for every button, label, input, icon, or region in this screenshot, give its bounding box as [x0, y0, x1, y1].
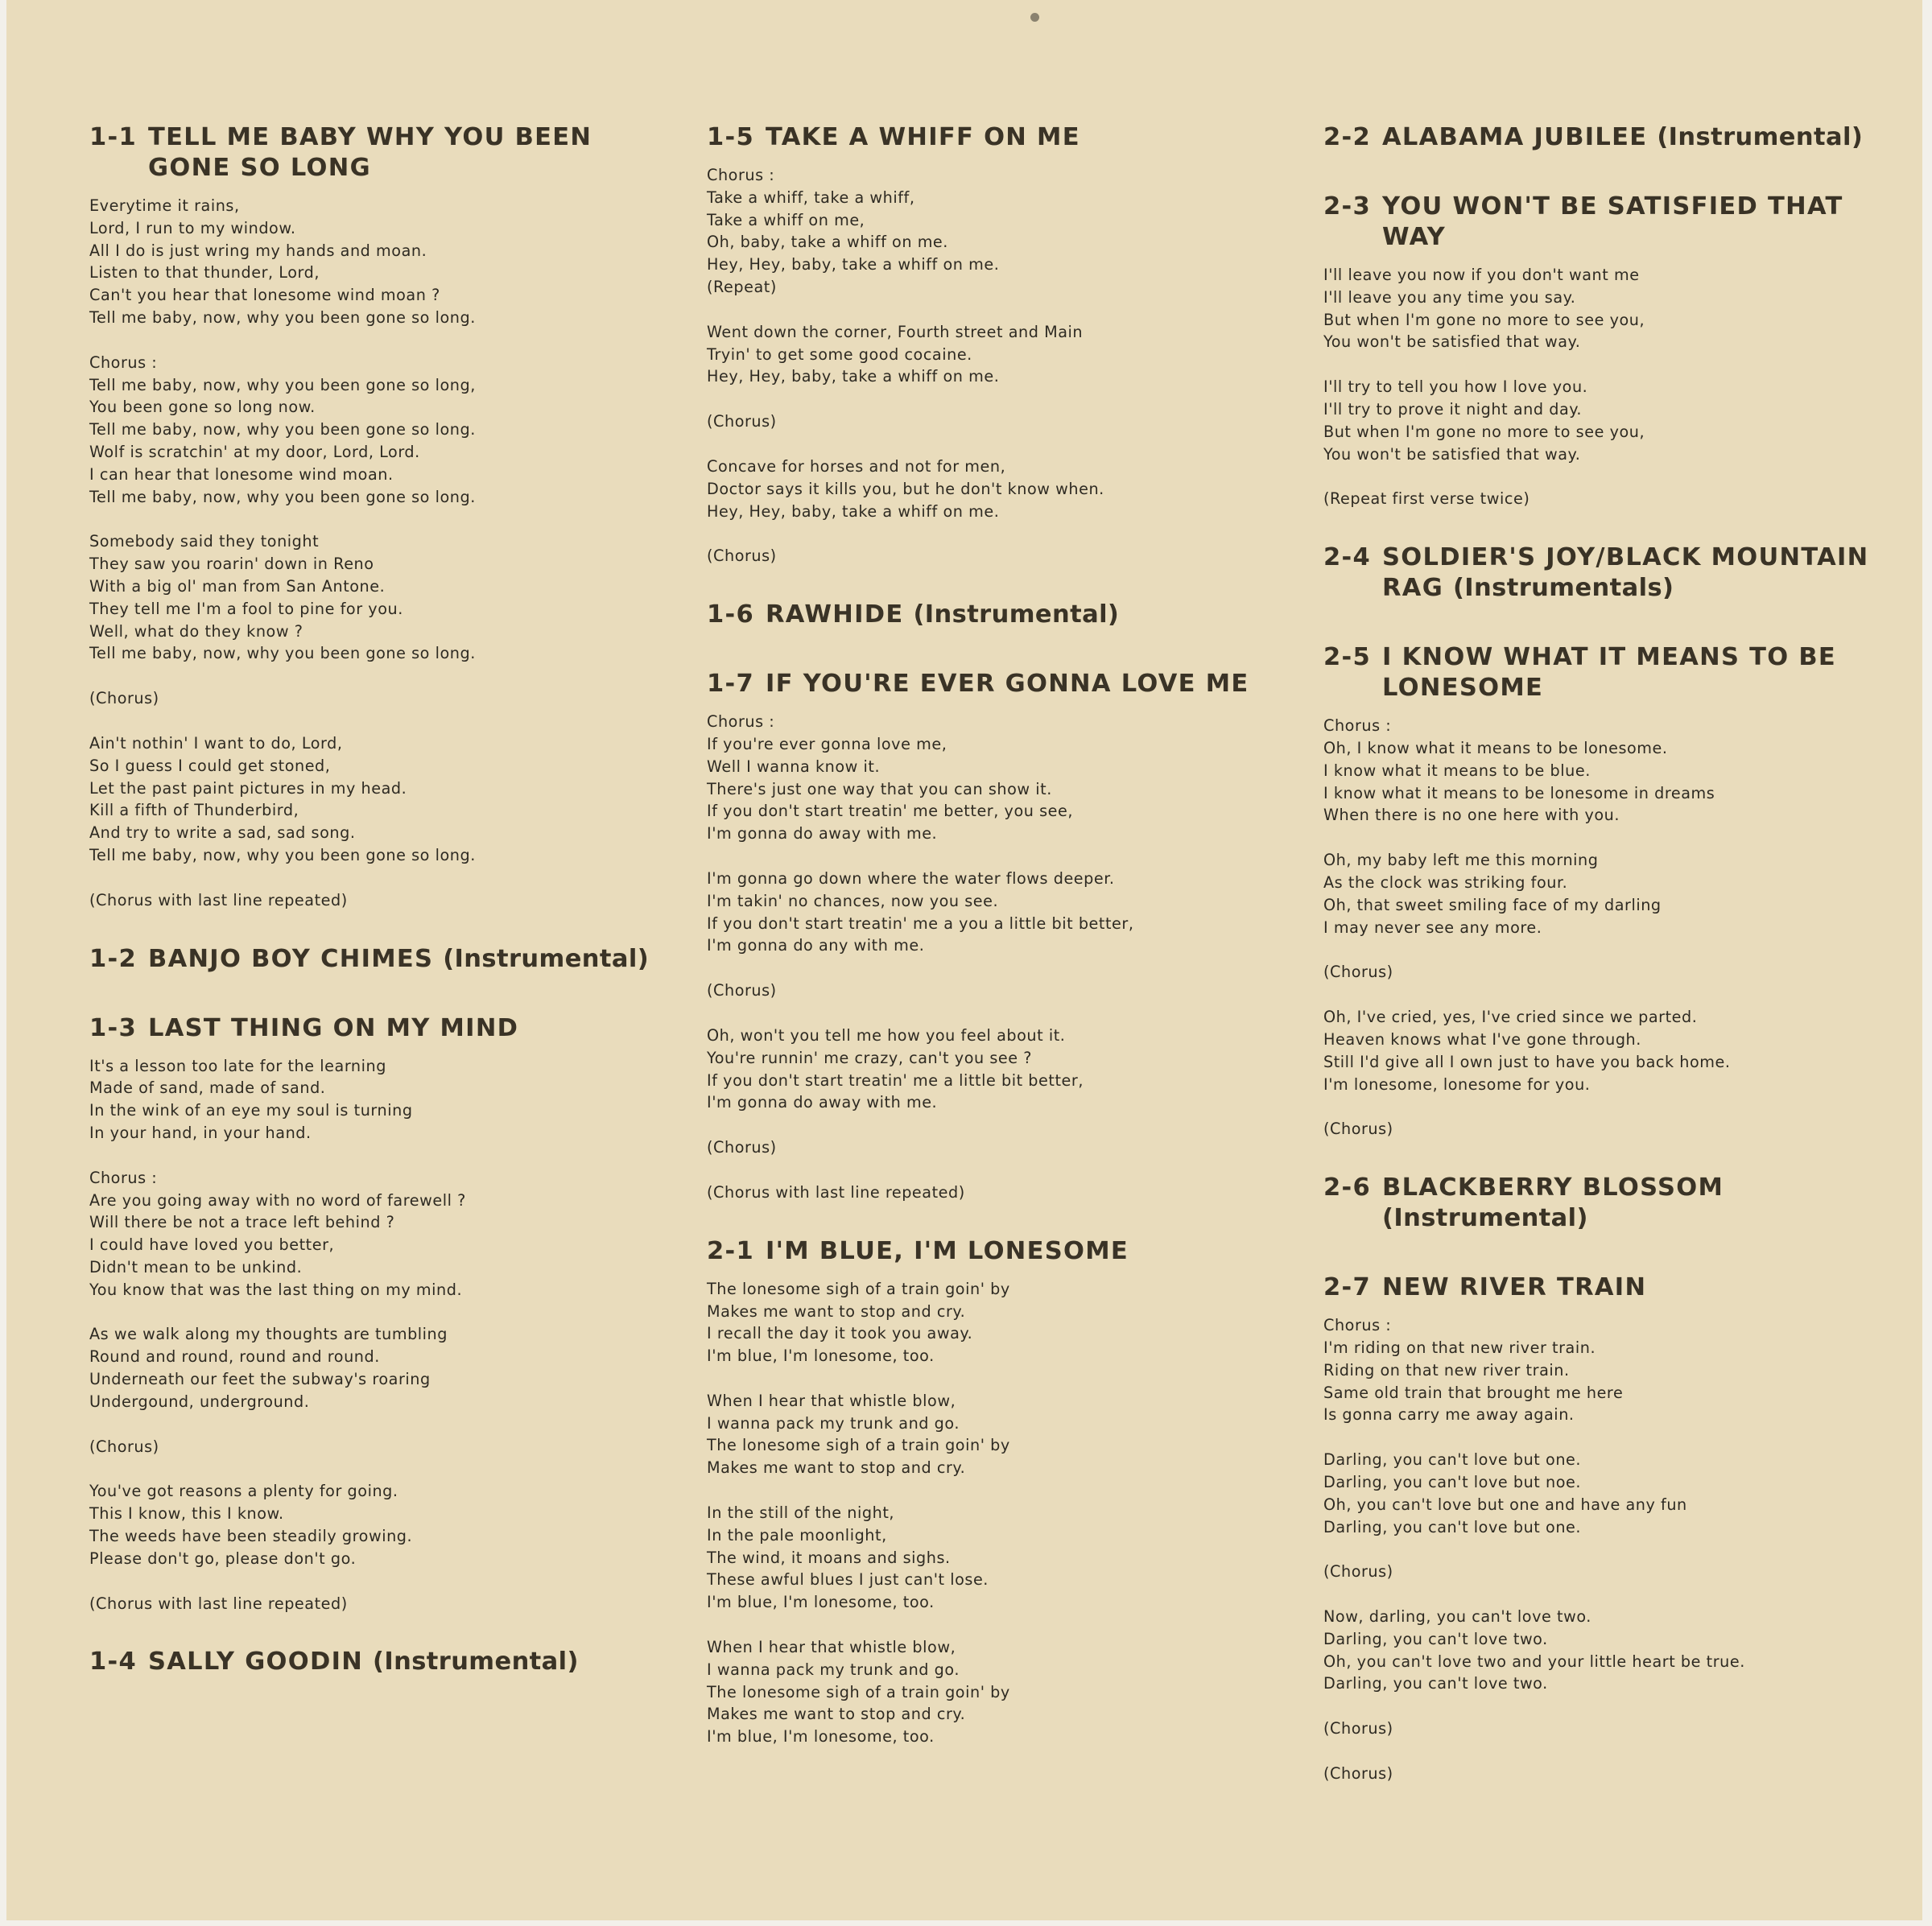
song-title	[707, 122, 1286, 153]
song-block	[707, 669, 1286, 1204]
lyric-stanza	[89, 1593, 669, 1615]
track-number: 1-5	[707, 123, 755, 151]
song-block	[89, 1013, 669, 1615]
lyric-line: As the clock was striking four.	[1323, 872, 1568, 892]
lyric-line: In the pale moonlight,	[707, 1525, 887, 1545]
lyric-line: I'll try to tell you how I love you.	[1323, 377, 1588, 397]
lyric-line: In the still of the night,	[707, 1503, 895, 1523]
lyric-stanza	[1323, 1718, 1903, 1740]
lyric-line: You won't be satisfied that way.	[1323, 332, 1581, 352]
lyric-line: You been gone so long now.	[89, 398, 316, 417]
lyric-line: Tell me baby, now, why you been gone so long.	[89, 420, 476, 439]
lyric-line: Hey, Hey, baby, take a whiff on me.	[707, 501, 1000, 521]
song-title	[89, 1013, 669, 1044]
lyric-line: I'm lonesome, lonesome for you.	[1323, 1074, 1591, 1094]
lyric-stanza	[707, 979, 1286, 1002]
lyric-line: As we walk along my thoughts are tumbling	[89, 1325, 448, 1344]
song-block	[89, 122, 669, 912]
song-title	[707, 600, 1286, 630]
track-number: 1-3	[89, 1013, 138, 1042]
lyric-line: I'm blue, I'm lonesome, too.	[707, 1347, 935, 1366]
lyric-stanza	[1323, 1606, 1903, 1695]
lyric-stanza	[707, 1136, 1286, 1159]
lyric-line: Let the past paint pictures in my head.	[89, 778, 407, 798]
lyric-line: But when I'm gone no more to see you,	[1323, 422, 1645, 441]
song-title	[707, 1236, 1286, 1267]
track-number: 2-1	[707, 1236, 755, 1265]
lyric-stanza	[1323, 961, 1903, 984]
lyric-stanza	[1323, 1449, 1903, 1538]
song-block	[1323, 542, 1903, 604]
lyric-line: Went down the corner, Fourth street and Main	[707, 322, 1084, 341]
lyric-line: I'm gonna do away with me.	[707, 824, 938, 843]
instrumental-note: (Instrumentals)	[1452, 574, 1674, 603]
lyric-line: Chorus :	[1323, 1316, 1392, 1335]
track-number: 1-2	[89, 944, 138, 973]
lyric-line: Tell me baby, now, why you been gone so long,	[89, 375, 476, 394]
lyric-stanza	[707, 1182, 1286, 1204]
lyric-line: I wanna pack my trunk and go.	[707, 1413, 960, 1433]
lyric-line: There's just one way that you can show it.	[707, 779, 1052, 798]
track-name: I KNOW WHAT IT MEANS TO BE LONESOME	[1382, 643, 1837, 703]
track-name-wrapper	[1382, 1173, 1903, 1234]
song-title	[1323, 642, 1903, 703]
track-name-wrapper	[148, 1013, 669, 1044]
lyric-line: Can't you hear that lonesome wind moan ?	[89, 286, 440, 305]
lyric-stanza	[1323, 1118, 1903, 1140]
lyric-line: Oh, you can't love two and your little heart be true.	[1323, 1652, 1745, 1671]
track-name-wrapper	[766, 600, 1286, 630]
song-title	[1323, 542, 1903, 604]
song-title	[89, 1647, 669, 1677]
track-number: 2-6	[1323, 1173, 1372, 1202]
lyric-line: (Chorus)	[707, 546, 777, 566]
song-title	[89, 944, 669, 975]
lyric-stanza	[1323, 715, 1903, 827]
lyric-stanza	[707, 711, 1286, 845]
lyric-line: Still I'd give all I own just to have you back home.	[1323, 1052, 1731, 1071]
lyric-stanza	[1323, 1763, 1903, 1785]
lyric-line: Take a whiff on me,	[707, 210, 865, 229]
lyric-stanza	[89, 1480, 669, 1569]
track-name: SOLDIER'S JOY/BLACK MOUNTAIN RAG	[1382, 543, 1869, 603]
lyric-line: Round and round, round and round.	[89, 1347, 380, 1367]
lyric-line: Doctor says it kills you, but he don't know when.	[707, 479, 1104, 498]
track-name: TAKE A WHIFF ON ME	[766, 123, 1080, 151]
lyric-line: Chorus :	[707, 166, 775, 184]
lyric-line: I could have loved you better,	[89, 1235, 335, 1255]
lyric-line: Is gonna carry me away again.	[1323, 1405, 1575, 1425]
lyric-line: Somebody said they tonight	[89, 532, 320, 551]
song-block	[707, 122, 1286, 567]
lyric-line: Will there be not a trace left behind ?	[89, 1213, 395, 1232]
lyric-line: You won't be satisfied that way.	[1323, 444, 1581, 464]
lyric-line: Makes me want to stop and cry.	[707, 1458, 966, 1478]
lyric-line: (Chorus)	[89, 1437, 159, 1456]
lyric-line: I'm blue, I'm lonesome, too.	[707, 1593, 935, 1612]
lyric-line: Darling, you can't love but one.	[1323, 1450, 1582, 1470]
lyric-line: Everytime it rains,	[89, 196, 240, 215]
lyric-line: The lonesome sigh of a train goin' by	[707, 1279, 1010, 1298]
track-name-wrapper	[766, 1236, 1286, 1267]
song-title	[1323, 122, 1903, 153]
lyric-line: Listen to that thunder, Lord,	[89, 263, 320, 283]
lyric-line: Oh, I've cried, yes, I've cried since we parted.	[1323, 1008, 1698, 1027]
lyric-line: If you don't start treatin' me a you a little bit better,	[707, 914, 1134, 933]
lyric-line: When there is no one here with you.	[1323, 806, 1620, 825]
lyric-line: I wanna pack my trunk and go.	[707, 1660, 960, 1679]
lyric-line: Same old train that brought me here	[1323, 1383, 1624, 1402]
lyric-line: (Chorus with last line repeated)	[707, 1182, 965, 1202]
track-name: TELL ME BABY WHY YOU BEEN GONE SO LONG	[148, 123, 592, 182]
lyric-line: (Chorus)	[1323, 1764, 1393, 1784]
track-name: NEW RIVER TRAIN	[1382, 1273, 1647, 1302]
lyric-line: Are you going away with no word of farewell ?	[89, 1190, 466, 1210]
lyric-line: Oh, that sweet smiling face of my darling	[1323, 895, 1662, 914]
lyric-stanza	[707, 868, 1286, 957]
lyric-line: So I guess I could get stoned,	[89, 756, 331, 775]
lyric-line: Tell me baby, now, why you been gone so long.	[89, 644, 476, 663]
paper-speck	[1030, 13, 1039, 22]
lyric-line: In the wink of an eye my soul is turning	[89, 1101, 413, 1120]
lyric-stanza	[1323, 1314, 1903, 1426]
lyric-line: These awful blues I just can't lose.	[707, 1570, 989, 1590]
lyric-line: When I hear that whistle blow,	[707, 1638, 956, 1657]
lyric-line: You're runnin' me crazy, can't you see ?	[707, 1048, 1032, 1067]
lyrics-column-2	[707, 122, 1286, 1780]
lyric-line: I'll leave you now if you don't want me	[1323, 266, 1640, 284]
track-name-wrapper	[1382, 642, 1903, 703]
lyric-line: Didn't mean to be unkind.	[89, 1257, 303, 1276]
lyric-stanza	[89, 1167, 669, 1301]
lyric-line: If you don't start treatin' me a little bit better,	[707, 1070, 1084, 1090]
lyric-stanza	[707, 410, 1286, 433]
song-block	[1323, 642, 1903, 1140]
track-name: LAST THING ON MY MIND	[148, 1013, 519, 1042]
lyric-line: (Chorus)	[1323, 1120, 1393, 1139]
lyric-line: (Chorus)	[1323, 963, 1393, 982]
lyric-line: Wolf is scratchin' at my door, Lord, Lord.	[89, 442, 420, 461]
lyric-line: Oh, you can't love but one and have any fun	[1323, 1495, 1687, 1514]
lyric-line: Darling, you can't love but one.	[1323, 1517, 1582, 1536]
track-name: SALLY GOODIN	[148, 1648, 364, 1676]
lyric-line: Oh, my baby left me this morning	[1323, 851, 1599, 870]
lyric-stanza	[707, 164, 1286, 299]
lyric-line: In your hand, in your hand.	[89, 1123, 312, 1142]
track-number: 2-3	[1323, 192, 1372, 221]
track-number: 2-5	[1323, 643, 1372, 672]
lyric-line: The lonesome sigh of a train goin' by	[707, 1436, 1010, 1455]
lyric-line: Chorus :	[707, 712, 775, 732]
lyric-line: Darling, you can't love but noe.	[1323, 1472, 1582, 1491]
song-block	[1323, 122, 1903, 153]
track-number: 1-4	[89, 1648, 138, 1676]
song-title	[1323, 1173, 1903, 1234]
lyric-line: Well, what do they know ?	[89, 621, 303, 641]
lyric-stanza	[707, 1502, 1286, 1614]
lyric-line: If you don't start treatin' me better, you see,	[707, 802, 1074, 821]
track-name: ALABAMA JUBILEE	[1382, 123, 1648, 151]
lyric-line: Well I wanna know it.	[707, 757, 881, 776]
song-title	[1323, 192, 1903, 253]
lyric-line: The wind, it moans and sighs.	[707, 1548, 951, 1567]
lyric-line: Lord, I run to my window.	[89, 218, 296, 237]
lyric-line: The weeds have been steadily growing.	[89, 1527, 413, 1546]
track-name: IF YOU'RE EVER GONNA LOVE ME	[766, 670, 1249, 699]
lyric-stanza	[707, 1025, 1286, 1114]
lyric-stanza	[1323, 849, 1903, 938]
track-number: 1-7	[707, 670, 755, 699]
lyric-line: I'm blue, I'm lonesome, too.	[707, 1727, 935, 1747]
instrumental-note: (Instrumental)	[1657, 123, 1864, 151]
track-name-wrapper	[148, 122, 669, 184]
lyric-line: Undergound, underground.	[89, 1392, 310, 1411]
lyric-line: Oh, I know what it means to be lonesome.	[1323, 738, 1668, 757]
track-name-wrapper	[1382, 122, 1903, 153]
lyric-line: This I know, this I know.	[89, 1504, 284, 1524]
lyric-line: I may never see any more.	[1323, 918, 1542, 937]
lyric-line: It's a lesson too late for the learning	[89, 1056, 386, 1075]
lyric-line: I'll leave you any time you say.	[1323, 287, 1576, 307]
lyric-line: They saw you roarin' down in Reno	[89, 555, 374, 574]
lyric-line: (Chorus)	[707, 981, 777, 1000]
track-name: RAWHIDE	[766, 600, 904, 629]
lyric-line: Now, darling, you can't love two.	[1323, 1607, 1591, 1627]
lyric-stanza	[1323, 264, 1903, 353]
track-name: BANJO BOY CHIMES	[148, 944, 434, 973]
song-block	[1323, 1272, 1903, 1785]
lyrics-sheet	[6, 0, 1922, 1920]
lyric-stanza	[707, 545, 1286, 567]
lyric-stanza	[89, 195, 669, 329]
lyric-line: And try to write a sad, sad song.	[89, 823, 356, 843]
song-title	[707, 669, 1286, 699]
lyric-stanza	[89, 1323, 669, 1413]
lyric-line: I'm takin' no chances, now you see.	[707, 891, 999, 910]
track-number: 1-1	[89, 123, 138, 151]
lyric-stanza	[89, 889, 669, 912]
track-name-wrapper	[766, 669, 1286, 699]
lyric-line: I'm riding on that new river train.	[1323, 1338, 1596, 1357]
track-number: 2-7	[1323, 1273, 1372, 1302]
track-name: YOU WON'T BE SATISFIED THAT WAY	[1382, 192, 1843, 251]
lyric-stanza	[1323, 488, 1903, 510]
lyric-line: When I hear that whistle blow,	[707, 1391, 956, 1410]
lyric-line: (Chorus with last line repeated)	[89, 890, 348, 909]
lyric-line: You've got reasons a plenty for going.	[89, 1482, 398, 1501]
track-name: BLACKBERRY BLOSSOM	[1382, 1173, 1724, 1202]
lyric-line: Makes me want to stop and cry.	[707, 1705, 966, 1724]
instrumental-note: (Instrumental)	[913, 600, 1120, 629]
instrumental-note: (Instrumental)	[443, 944, 650, 973]
lyric-line: I can hear that lonesome wind moan.	[89, 464, 394, 484]
lyric-line: But when I'm gone no more to see you,	[1323, 310, 1645, 329]
lyric-line: (Chorus)	[1323, 1562, 1393, 1582]
lyric-line: Hey, Hey, baby, take a whiff on me.	[707, 255, 1000, 274]
track-name-wrapper	[1382, 542, 1903, 604]
lyric-stanza	[89, 732, 669, 867]
lyric-line: (Chorus)	[1323, 1719, 1393, 1738]
lyric-stanza	[707, 1636, 1286, 1748]
lyric-stanza	[707, 456, 1286, 522]
track-name-wrapper	[766, 122, 1286, 153]
instrumental-note: (Instrumental)	[373, 1648, 579, 1676]
lyric-line: With a big ol' man from San Antone.	[89, 576, 386, 596]
lyric-line: (Chorus)	[707, 412, 777, 431]
lyric-stanza	[89, 1055, 669, 1144]
lyric-line: Ain't nothin' I want to do, Lord,	[89, 733, 343, 753]
track-name-wrapper	[1382, 1272, 1903, 1303]
lyric-line: I know what it means to be blue.	[1323, 761, 1591, 780]
lyric-line: (Chorus)	[89, 689, 159, 708]
lyric-line: Oh, won't you tell me how you feel about it.	[707, 1025, 1066, 1045]
lyric-line: Kill a fifth of Thunderbird,	[89, 801, 299, 820]
track-number: 2-4	[1323, 543, 1372, 572]
lyric-line: Made of sand, made of sand.	[89, 1078, 326, 1098]
lyric-line: Chorus :	[89, 353, 158, 372]
lyric-line: Heaven knows what I've gone through.	[1323, 1029, 1641, 1049]
lyric-line: You know that was the last thing on my mind.	[89, 1280, 463, 1299]
lyric-line: (Repeat first verse twice)	[1323, 489, 1530, 509]
lyric-line: The lonesome sigh of a train goin' by	[707, 1682, 1010, 1701]
lyric-line: I'm gonna do away with me.	[707, 1093, 938, 1112]
lyric-line: I'll try to prove it night and day.	[1323, 399, 1583, 419]
track-name-wrapper	[148, 1647, 669, 1677]
lyric-line: Concave for horses and not for men,	[707, 456, 1006, 476]
track-name-wrapper	[148, 944, 669, 975]
lyric-line: Darling, you can't love two.	[1323, 1674, 1548, 1693]
lyric-stanza	[89, 1436, 669, 1458]
lyrics-column-1	[89, 122, 669, 1716]
lyric-line: (Chorus with last line repeated)	[89, 1594, 348, 1613]
song-block	[707, 600, 1286, 630]
lyric-stanza	[707, 1278, 1286, 1367]
lyric-stanza	[1323, 1561, 1903, 1583]
lyric-line: Hey, Hey, baby, take a whiff on me.	[707, 367, 1000, 386]
track-number: 1-6	[707, 600, 755, 629]
lyric-line: Darling, you can't love two.	[1323, 1629, 1548, 1648]
song-title	[1323, 1272, 1903, 1303]
lyric-line: Chorus :	[1323, 716, 1392, 736]
lyric-stanza	[1323, 376, 1903, 465]
lyric-line: Please don't go, please don't go.	[89, 1549, 357, 1568]
lyric-stanza	[1323, 1006, 1903, 1095]
lyric-line: Chorus :	[89, 1168, 158, 1187]
song-block	[1323, 192, 1903, 510]
lyric-stanza	[707, 321, 1286, 388]
lyric-line: Tell me baby, now, why you been gone so long.	[89, 487, 476, 506]
lyric-stanza	[707, 1390, 1286, 1479]
lyric-line: Tryin' to get some good cocaine.	[707, 344, 972, 364]
lyric-line: Tell me baby, now, why you been gone so long.	[89, 845, 476, 864]
song-block	[89, 944, 669, 975]
lyric-line: All I do is just wring my hands and moan.	[89, 241, 427, 260]
lyric-line: Tell me baby, now, why you been gone so long.	[89, 307, 476, 327]
lyric-line: I recall the day it took you away.	[707, 1324, 973, 1343]
lyric-line: Makes me want to stop and cry.	[707, 1301, 966, 1321]
lyric-stanza	[89, 530, 669, 665]
song-block	[707, 1236, 1286, 1748]
lyric-line: Riding on that new river train.	[1323, 1360, 1570, 1380]
lyric-line: I'm gonna do any with me.	[707, 936, 925, 955]
lyric-line: Take a whiff, take a whiff,	[707, 188, 915, 207]
instrumental-note: (Instrumental)	[1382, 1204, 1588, 1233]
track-name: I'M BLUE, I'M LONESOME	[766, 1236, 1129, 1265]
lyric-stanza	[89, 687, 669, 710]
lyric-line: (Repeat)	[707, 277, 777, 296]
track-number: 2-2	[1323, 123, 1372, 151]
lyric-line: (Chorus)	[707, 1138, 777, 1157]
lyric-line: Underneath our feet the subway's roaring	[89, 1370, 431, 1389]
song-block	[1323, 1173, 1903, 1234]
song-block	[89, 1647, 669, 1677]
lyrics-column-3	[1323, 122, 1903, 1817]
lyric-line: I'm gonna go down where the water flows deeper.	[707, 868, 1115, 888]
lyric-line: Oh, baby, take a whiff on me.	[707, 233, 948, 252]
lyric-line: If you're ever gonna love me,	[707, 734, 947, 753]
track-name-wrapper	[1382, 192, 1903, 253]
lyric-stanza	[89, 352, 669, 509]
lyric-line: I know what it means to be lonesome in dreams	[1323, 783, 1715, 802]
lyric-line: They tell me I'm a fool to pine for you.	[89, 599, 403, 618]
song-title	[89, 122, 669, 184]
